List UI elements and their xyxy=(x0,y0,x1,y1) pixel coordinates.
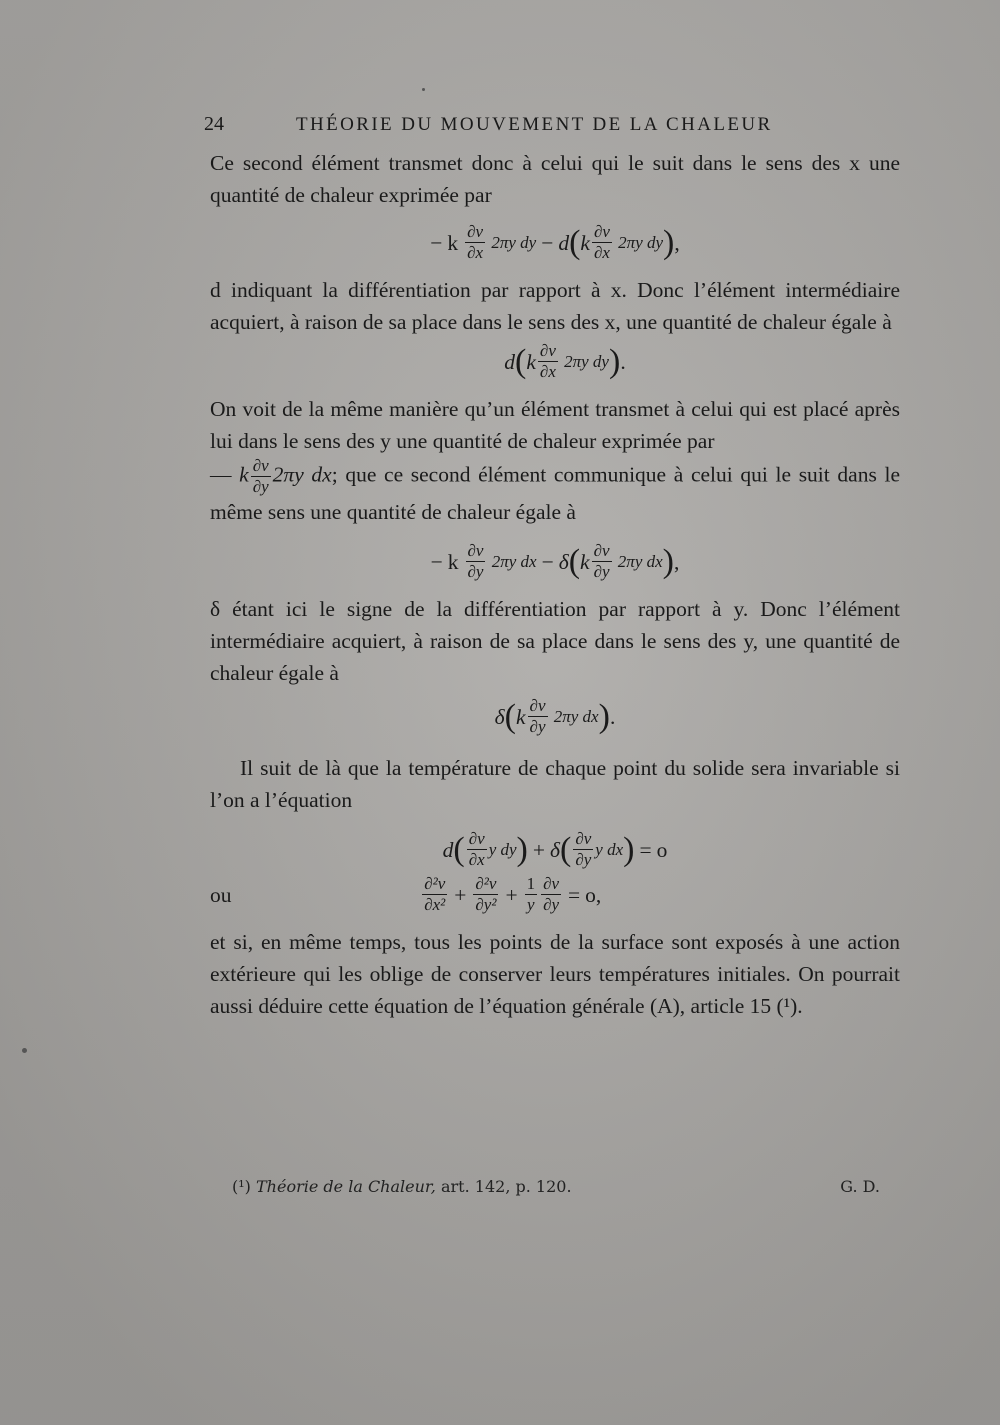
paragraph-2: d indiquant la différentiation par rapport à x. Donc l’élément intermédiaire acquiert, à raison de sa place dans le sens des x, une quantité de chaleur égale à xyxy=(210,278,900,334)
page-content xyxy=(204,108,901,1022)
footnote-text xyxy=(232,1177,572,1196)
equation-flux-y: − k $\frac{\partial v}{\partial y}$ 2πy dx − δ ( k $\frac{\partial v}{\partial y}$ 2πy dx ) , xyxy=(430,541,680,581)
paragraph-5: Il suit de là que la température de chaque point du solide sera invariable si l’on a l’équation xyxy=(210,756,900,812)
footnote-title: Théorie de la Chaleur, xyxy=(256,1177,436,1196)
equation-laplace-row xyxy=(210,875,900,914)
print-speck xyxy=(422,88,425,91)
paragraph-3-b: ; que ce second élément communique à celui qui le suit dans le même sens une quantité de chaleur égale à xyxy=(210,462,901,524)
footnote xyxy=(232,1177,880,1196)
print-speck xyxy=(22,1048,27,1053)
paragraph-6: et si, en même temps, tous les points de la surface sont exposés à une action extérieure qui les oblige de conserver leurs températures initiales. On pourrait aussi déduire cette équation de l’équation générale (A), article 15 (¹). xyxy=(210,930,900,1018)
paragraph-3-a: On voit de la même manière qu’un élément transmet à celui qui est placé après lui dans le sens des y une quantité de chaleur exprimée par xyxy=(210,397,900,453)
running-head xyxy=(204,108,900,141)
footnote-marker: (¹) xyxy=(232,1177,251,1196)
paragraph-3-line: — k $\frac{\partial v}{\partial y}$ 2πy dx; que ce second élément communique à celui qui le suit dans le même sens une quantité de chaleur égale à xyxy=(210,456,901,524)
equation-laplace: $\frac{\text{∂²v}}{\text{∂x²}}$ + $\frac{\text{∂²v}}{\text{∂y²}}$ + $\frac{1}{y}$ $\frac{\partial v}{\partial y}$ = o, xyxy=(424,874,602,914)
equation-gain-x: d ( k $\frac{\partial v}{\partial x}$ 2πy dy ) . xyxy=(504,341,626,381)
paragraph-1: Ce second élément transmet donc à celui qui le suit dans le sens des x une quantité de chaleur exprimée par xyxy=(210,151,900,207)
equation-gain-y: δ ( k $\frac{\partial v}{\partial y}$ 2πy dx ) . xyxy=(494,696,616,736)
equation-flux-x: − k $\frac{\partial v}{\partial x}$ 2πy dy − d ( k $\frac{\partial v}{\partial x}$ 2πy dy ) , xyxy=(430,222,680,262)
footnote-initials: G. D. xyxy=(840,1177,880,1196)
paragraph-4: δ étant ici le signe de la différentiation par rapport à y. Donc l’élément intermédiaire acquiert, à raison de sa place dans le sens des y, une quantité de chaleur égale à xyxy=(210,597,900,685)
ou-label: ou xyxy=(210,882,232,907)
equation-invariable: d ( $\frac{\partial v}{\partial x}$ y dy ) + δ ( $\frac{\partial v}{\partial y}$ y dx ) = o xyxy=(442,829,668,869)
page-number: 24 xyxy=(204,113,224,135)
footnote-ref: art. 142, p. 120. xyxy=(440,1177,572,1196)
running-title: THÉORIE DU MOUVEMENT DE LA CHALEUR xyxy=(296,114,773,135)
